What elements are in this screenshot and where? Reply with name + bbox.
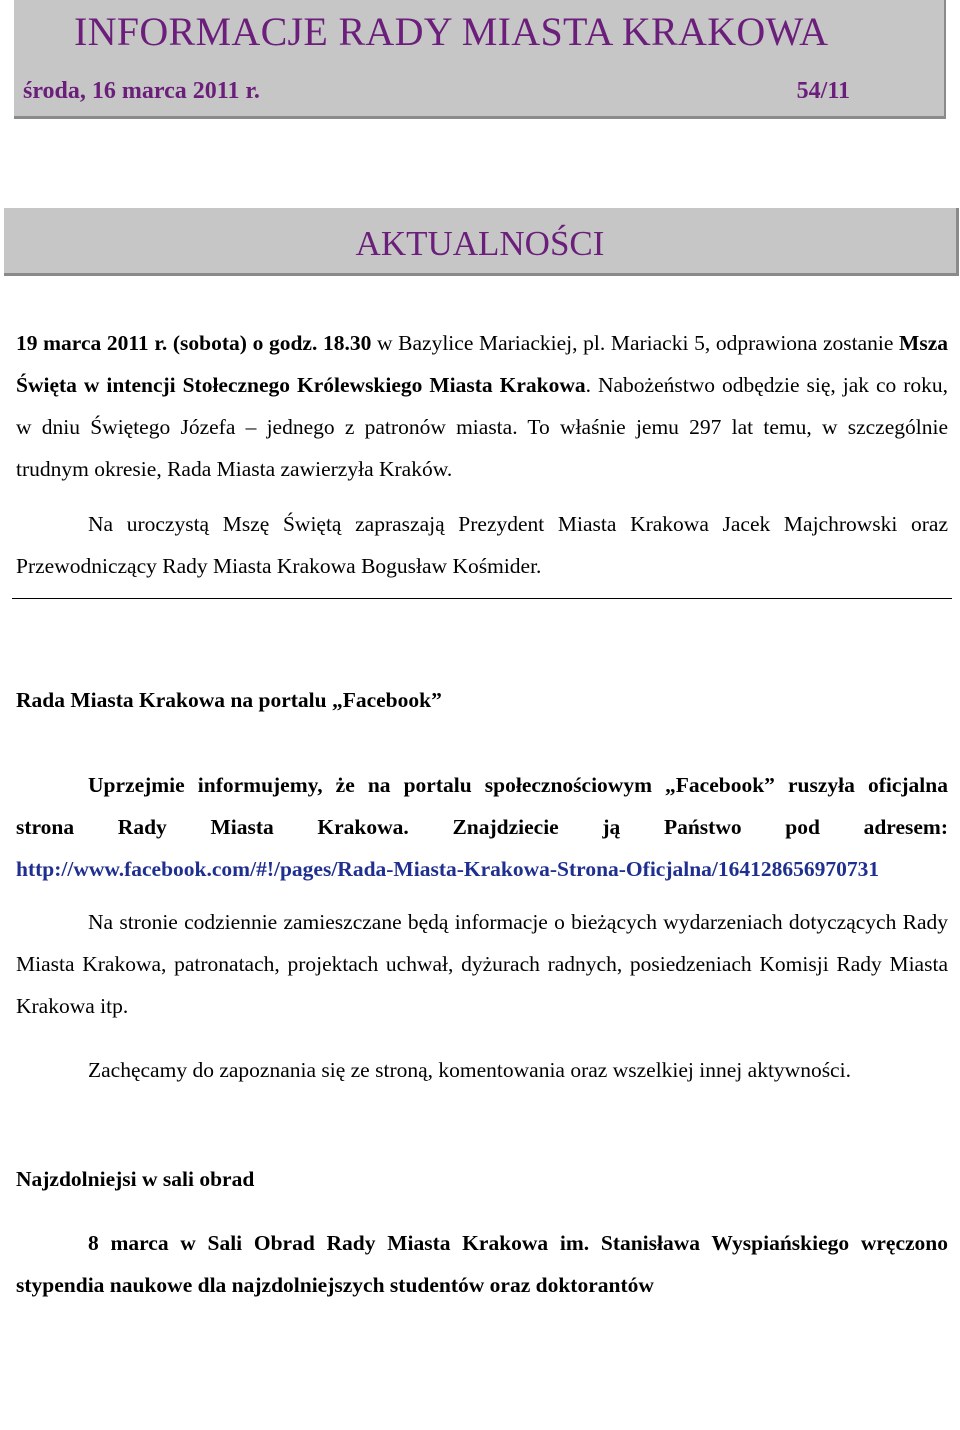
article3-paragraph1: 8 marca w Sali Obrad Rady Miasta Krakowa im. Stanisława Wyspiańskiego wręczono stypendia naukowe dla najzdolniejszych studentów oraz doktorantów xyxy=(16,1231,948,1297)
bulletin-content xyxy=(16,322,948,1306)
bulletin-header xyxy=(14,0,946,119)
article1-paragraph2: Na uroczystą Mszę Świętą zapraszają Prezydent Miasta Krakowa Jacek Majchrowski oraz Przewodniczący Rady Miasta Krakowa Bogusław Kośmider. xyxy=(16,512,948,578)
section-title: AKTUALNOŚCI xyxy=(355,224,605,263)
article1-text-a: w Bazylice Mariackiej, pl. Mariacki 5, odprawiona zostanie xyxy=(371,331,900,355)
article3-heading: Najzdolniejsi w sali obrad xyxy=(16,1167,255,1191)
article1-text-b: . Nabożeństwo odbędzie się, jak co roku, w dniu Świętego Józefa – jednego z patronów miasta. To właśnie jemu 297 lat temu, w szczególnie trudnym okresie, Rada Miasta zawierzyła Kraków. xyxy=(16,373,948,481)
article1-date-time: 19 marca 2011 r. (sobota) o godz. 18.30 xyxy=(16,331,372,355)
article2-paragraph2: Na stronie codziennie zamieszczane będą informacje o bieżących wydarzeniach dotyczących Rady Miasta Krakowa, patronatach, projektach uchwał, dyżurach radnych, posiedzeniach Komisji Rady Miasta Krakowa itp. xyxy=(16,910,948,1018)
article-divider xyxy=(12,598,952,599)
article2-heading: Rada Miasta Krakowa na portalu „Facebook” xyxy=(16,688,442,712)
article1-mass-title: Msza Święta w intencji Stołecznego Królewskiego Miasta Krakowa xyxy=(16,331,948,397)
facebook-page-link[interactable]: http://www.facebook.com/#!/pages/Rada-Miasta-Krakowa-Strona-Oficjalna/164128656970731 xyxy=(16,857,880,881)
section-banner xyxy=(4,208,959,276)
article2-paragraph3: Zachęcamy do zapoznania się ze stroną, komentowania oraz wszelkiej innej aktywności. xyxy=(88,1058,851,1082)
article2-paragraph1 xyxy=(16,764,948,890)
bulletin-issue-number: 54/11 xyxy=(796,78,850,104)
bulletin-title: INFORMACJE RADY MIASTA KRAKOWA xyxy=(74,9,829,54)
bulletin-date: środa, 16 marca 2011 r. xyxy=(23,78,260,104)
article2-text: Uprzejmie informujemy, że na portalu społecznościowym „Facebook” ruszyła oficjalna strona Rady Miasta Krakowa. Znajdziecie ją Państwo pod adresem: xyxy=(16,773,948,839)
article1-paragraph1 xyxy=(16,322,948,490)
